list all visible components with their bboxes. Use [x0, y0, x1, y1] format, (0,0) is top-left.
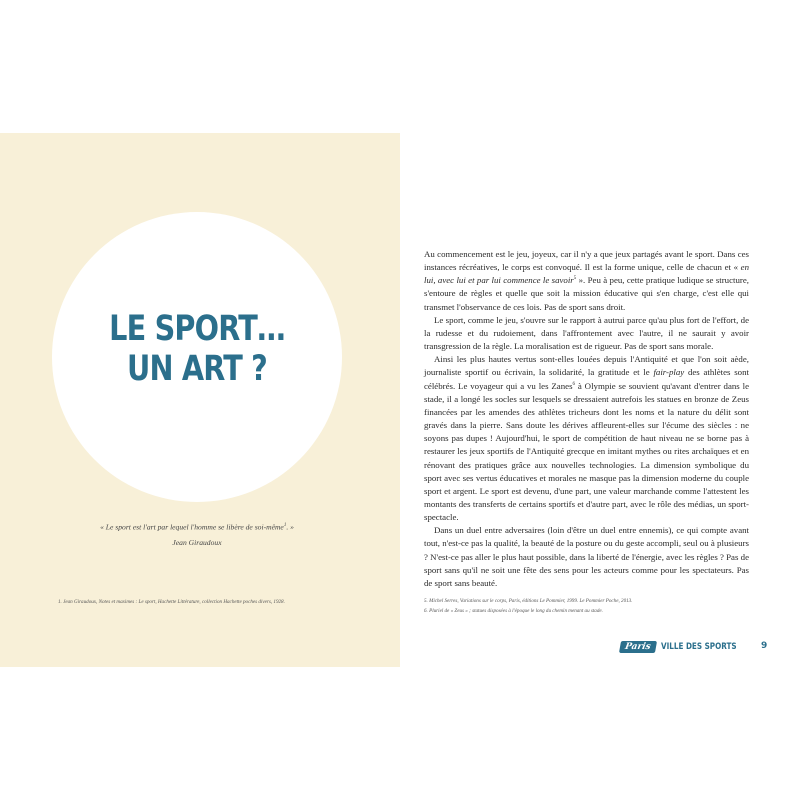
paragraph-4: Dans un duel entre adversaires (loin d'être un duel entre ennemis), ce qui compte avant tout, n'est-ce pas la qualité, la beauté de la posture ou du geste accompli, seul ou à plusieurs ? N'est-ce pas aller le plus haut possible, dans la liberté de l'énergie, avec les règles ? Pas de sport sans qu'il ne soit une fête des sens pour les acteurs comme pour les spectateurs. Pas de sport sans beauté. [424, 525, 749, 588]
paragraph-1 [424, 248, 749, 314]
quote-text: « Le sport est l'art par lequel l'homme se libère de soi-même [100, 522, 284, 532]
brand-text: VILLE DES SPORTS [660, 642, 737, 652]
footnote-5: 5. Michel Serres, Variations sur le corps, Paris, éditions Le Pommier, 1999. Le Pommier Poche, 2013. [424, 598, 633, 604]
quote-note-ref: 1 [283, 523, 287, 528]
page-number: 9 [761, 641, 768, 651]
title-line-2: UN ART ? [126, 349, 267, 389]
title-line-1: LE SPORT… [109, 309, 285, 349]
left-footnote: 1. Jean Giraudoux, Notes et maximes : Le sport, Hachette Littérature, collection Hachette poches divers, 1928. [58, 599, 285, 605]
brand-mark [620, 640, 750, 654]
quote-close: . » [286, 522, 294, 532]
footnote-6: 6. Pluriel de « Zeus » ; statues disposées à l'époque le long du chemin menant au stade. [424, 608, 603, 614]
p3-text-c: à Olympie se souvient qu'avant d'entrer dans le stade, il a longé les socles sur lesquels se dressaient autrefois les statues en bronze de Zeus financées par les amendes des athlètes tricheurs dont les noms et la nature du délit sont gravés dans la pierre. Sans doute les dérives affleurent-elles sur l'écume des siècles : ne soyons pas dupes ! Aujourd'hui, le sport de compétition de haut niveau ne se borne pas à restaurer les jeux sportifs de l'Antiquité grecque en imitant mythes ou rites archaïques et en rénovant des pratiques grâce aux nouvelles technologies. La dimension symbolique du sport avec ses vertus éducatives et morales ne masque pas la dimension moderne du couple sport et argent. Le sport est devenu, d'une part, une valeur marchande comme l'attestent les montants des transferts de certains sportifs et d'autre part, avec le rôle des médias, un sport-spectacle. [424, 380, 749, 523]
p1-text-b: ». Peu à peu, cette pratique ludique se structure, s'entoure de règles et quelle que soit la mission éducative qui s'en charge, c'est elle qui transmet l'observance de ces lois. Pas de sport sans droit. [424, 275, 749, 312]
paris-logo: Paris [619, 641, 657, 653]
epigraph-quote [60, 520, 334, 534]
body-text [424, 248, 749, 590]
p3-note-ref: 6 [572, 381, 576, 387]
p1-italic: en lui, avec lui et par lui commence le savoir [424, 262, 749, 286]
left-page [0, 133, 400, 667]
paragraph-2: Le sport, comme le jeu, s'ouvre sur le rapport à autrui parce qu'au plus fort de l'effort, de la rudesse et du rudoiement, dans l'affrontement avec l'autre, il ne saurait y avoir transgression de la règle. La moralisation est de rigueur. Pas de sport sans morale. [424, 314, 749, 352]
p3-text-a: Ainsi les plus hautes vertus sont-elles louées depuis l'Antiquité et que l'on soit aède, journaliste sportif ou écrivain, la solidarité, la gratitude et le [424, 354, 749, 378]
page-title [78, 309, 316, 389]
paragraph-3 [424, 353, 749, 524]
p1-note-ref: 5 [573, 276, 577, 282]
p3-text-b: des athlètes sont célébrés. Le voyageur qui a vu les Zanes [424, 367, 749, 391]
right-footnotes [424, 596, 749, 616]
quote-author: Jean Giraudoux [172, 538, 222, 547]
p1-text-a: Au commencement est le jeu, joyeux, car il n'y a que jeux partagés avant le sport. Dans ces instances récréatives, le corps est convoqué. Il est la forme unique, celle de chacun et « [424, 249, 749, 273]
p3-italic: fair-play [653, 367, 685, 378]
